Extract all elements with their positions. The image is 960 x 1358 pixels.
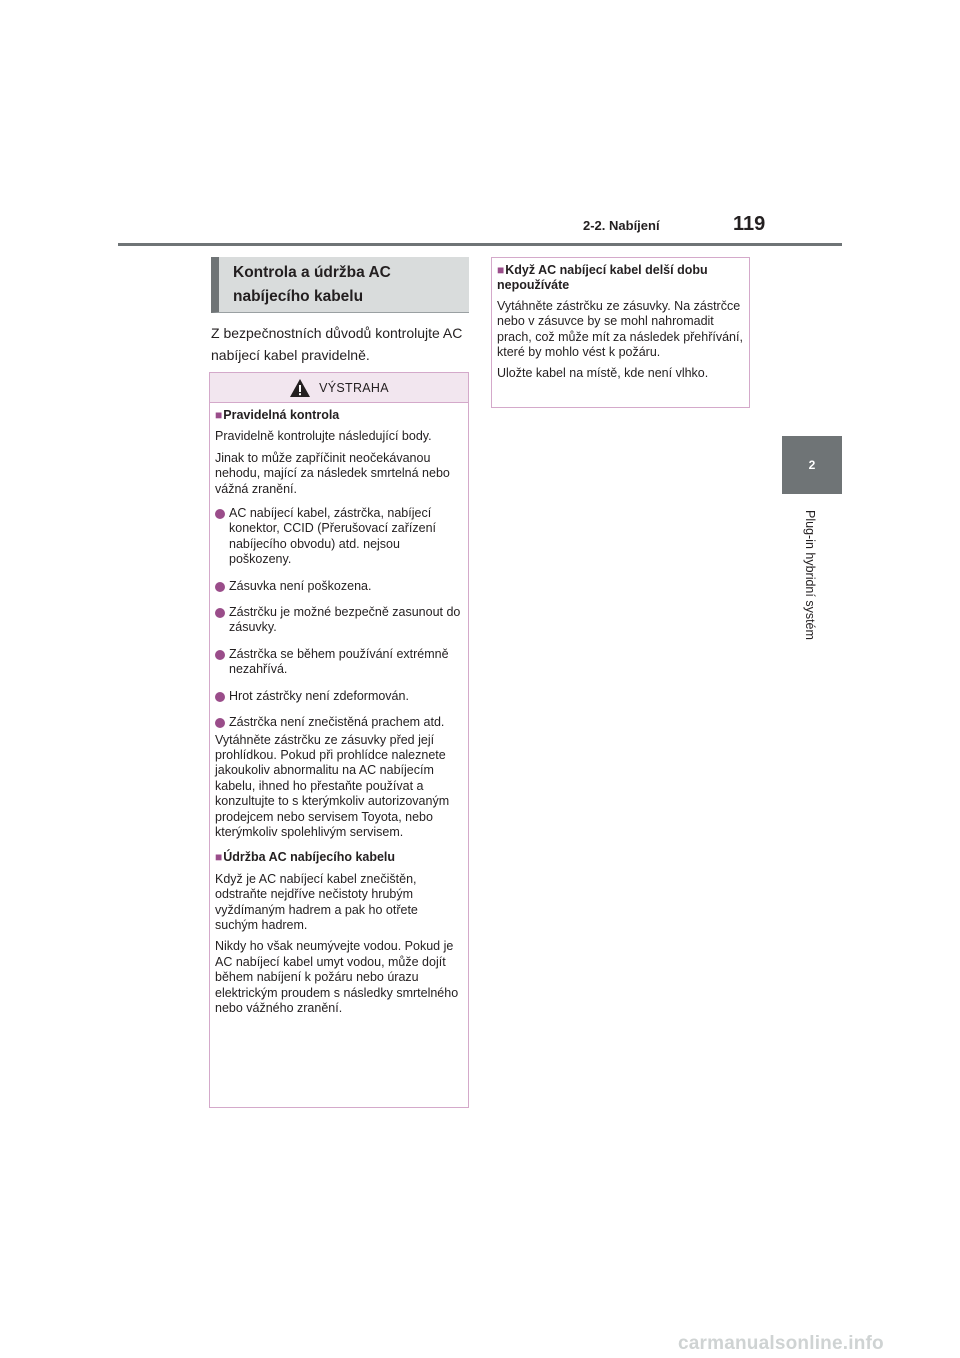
- warning-triangle-icon: [289, 378, 311, 398]
- list-item: Zástrčku je možné bezpečně zasunout do zásuvky.: [215, 605, 463, 636]
- warning-header: [210, 373, 468, 403]
- list-item: Zástrčka se během používání extrémně nezahřívá.: [215, 647, 463, 678]
- square-bullet-icon: ■: [215, 408, 223, 422]
- chapter-label: Plug-in hybridní systém: [803, 510, 817, 640]
- watermark-logo: carmanualsonline.info: [678, 1333, 884, 1354]
- section-title: 2-2. Nabíjení: [583, 218, 660, 233]
- list-item: AC nabíjecí kabel, zástrčka, nabíjecí konektor, CCID (Přerušovací zařízení nabíjecího obvodu) atd. nejsou poškozeny.: [215, 506, 463, 568]
- bullet-dot-icon: [215, 582, 225, 592]
- bullet-dot-icon: [215, 509, 225, 519]
- header-divider: [118, 243, 842, 246]
- note-paragraph: Uložte kabel na místě, kde není vlhko.: [497, 366, 709, 381]
- square-bullet-icon: ■: [497, 263, 505, 277]
- intro-text: Z bezpečnostních důvodů kontrolujte AC nabíjecí kabel pravidelně.: [211, 325, 463, 363]
- square-bullet-icon: ■: [215, 850, 223, 865]
- list-item: Hrot zástrčky není zdeformován.: [215, 689, 463, 704]
- page-number: 119: [733, 213, 766, 235]
- list-item: Zástrčka není znečistěná prachem atd.: [215, 715, 463, 730]
- warning-title: VÝSTRAHA: [319, 380, 389, 395]
- bullet-dot-icon: [215, 650, 225, 660]
- warning-paragraph: Když je AC nabíjecí kabel znečištěn, odstraňte nejdříve nečistoty hrubým vyždímaným hadrem a pak ho otřete suchým hadrem.: [215, 871, 418, 932]
- note-paragraph: Vytáhněte zástrčku ze zásuvky. Na zástrčce nebo v zásuvce by se mohl nahromadit prach, což může mít za následek přehřívání, které by mohlo vést k požáru.: [497, 298, 743, 360]
- warning-paragraph: Jinak to může zapříčinit neočekávanou nehodu, mající za následek smrtelná nebo vážná zranění.: [215, 450, 450, 496]
- note-subheading: ■Když AC nabíjecí kabel delší dobu nepoužíváte: [497, 263, 708, 293]
- list-item: Zásuvka není poškozena.: [215, 579, 463, 594]
- section-heading: Kontrola a údržba AC nabíjecího kabelu: [233, 264, 391, 305]
- warning-paragraph: Pravidelně kontrolujte následující body.: [215, 429, 432, 444]
- chapter-tab: [782, 436, 842, 494]
- note-box: [491, 257, 750, 408]
- bullet-dot-icon: [215, 608, 225, 618]
- warning-paragraph: Nikdy ho však neumývejte vodou. Pokud je AC nabíjecí kabel umyt vodou, může dojít během nabíjení k požáru nebo úrazu elektrickým proudem s následky smrtelného nebo vážného zranění.: [215, 939, 459, 1015]
- bullet-dot-icon: [215, 692, 225, 702]
- section-heading-box: [211, 257, 469, 313]
- warning-box: [209, 372, 469, 1108]
- subheading-maintenance: ■Údržba AC nabíjecího kabelu: [215, 850, 396, 865]
- bullet-dot-icon: [215, 718, 225, 728]
- warning-body: [210, 403, 468, 1016]
- subheading-inspection: ■Pravidelná kontrola: [215, 408, 340, 422]
- warning-paragraph: Vytáhněte zástrčku ze zásuvky před její prohlídkou. Pokud při prohlídce naleznete jakoukoliv abnormalitu na AC nabíjecím kabelu, ihned ho přestaňte používat a konzultujte to s kterýmkoliv autorizovaným prodejcem nebo servisem Toyota, nebo kterýmkoliv spolehlivým servisem.: [215, 732, 450, 839]
- chapter-number: 2: [808, 458, 816, 472]
